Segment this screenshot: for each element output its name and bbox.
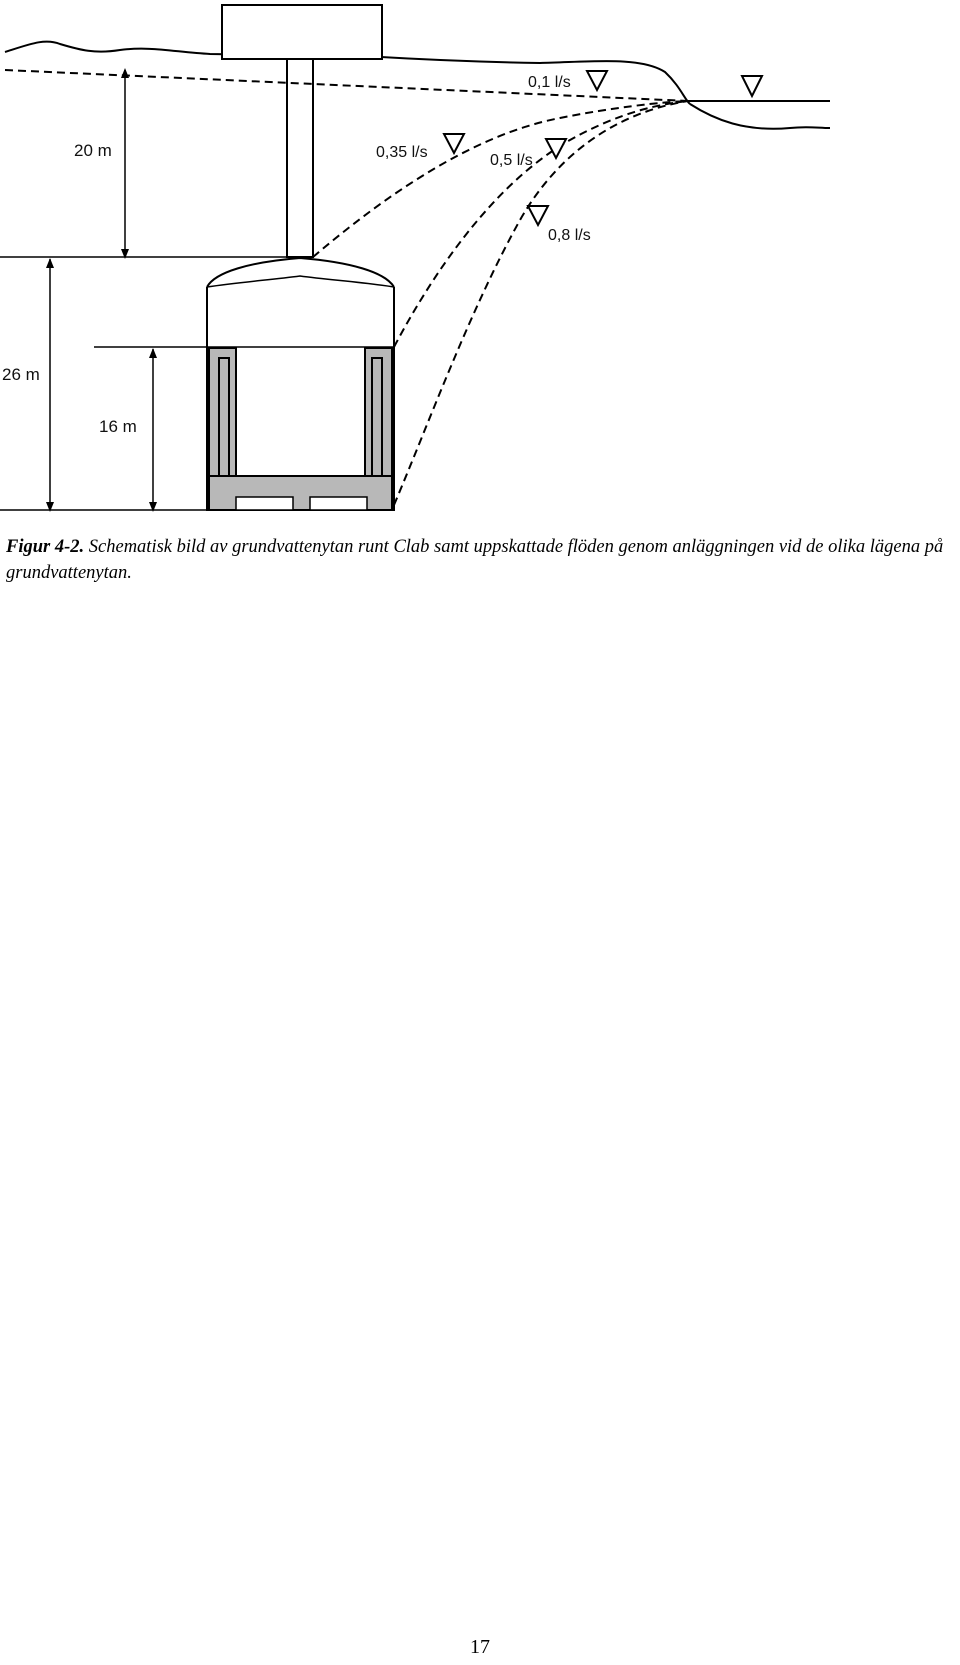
depth-label-26m: 26 m bbox=[2, 365, 40, 384]
access-shaft bbox=[287, 59, 313, 257]
pool-inner-wall bbox=[236, 348, 365, 476]
groundwater-schematic bbox=[0, 0, 960, 520]
page-number: 17 bbox=[470, 1636, 490, 1658]
flow-label-0-1: 0,1 l/s bbox=[528, 74, 571, 91]
dimension-26m bbox=[0, 258, 207, 512]
water-level-triangle-icon bbox=[444, 134, 464, 153]
groundwater-line-0-8 bbox=[394, 101, 688, 505]
flow-label-0-35: 0,35 l/s bbox=[376, 144, 428, 161]
flow-label-0-5: 0,5 l/s bbox=[490, 152, 533, 169]
surface-building bbox=[222, 5, 382, 59]
water-level-triangle-icon bbox=[587, 71, 607, 90]
groundwater-line-0-1 bbox=[5, 70, 688, 101]
bottom-opening-left bbox=[236, 497, 293, 510]
groundwater-line-0-5 bbox=[394, 101, 688, 347]
depth-label-20m: 20 m bbox=[74, 141, 112, 160]
water-level-triangle-icon bbox=[528, 206, 548, 225]
groundwater-line-0-35 bbox=[313, 101, 688, 257]
lake-bottom-line bbox=[690, 104, 830, 129]
lake-level-triangle-icon bbox=[742, 76, 762, 96]
flow-label-0-8: 0,8 l/s bbox=[548, 227, 591, 244]
figure-caption bbox=[6, 534, 951, 586]
water-level-triangle-icon bbox=[546, 139, 566, 158]
figure-number: Figur 4-2. bbox=[6, 537, 85, 557]
caption-text: Schematisk bild av grundvattenytan runt Clab samt uppskattade flöden genom anläggningen vid de olika lägena på grundvattenytan. bbox=[6, 537, 944, 583]
dimension-20m bbox=[0, 68, 287, 259]
depth-label-16m: 16 m bbox=[99, 417, 137, 436]
bottom-opening-right bbox=[310, 497, 367, 510]
